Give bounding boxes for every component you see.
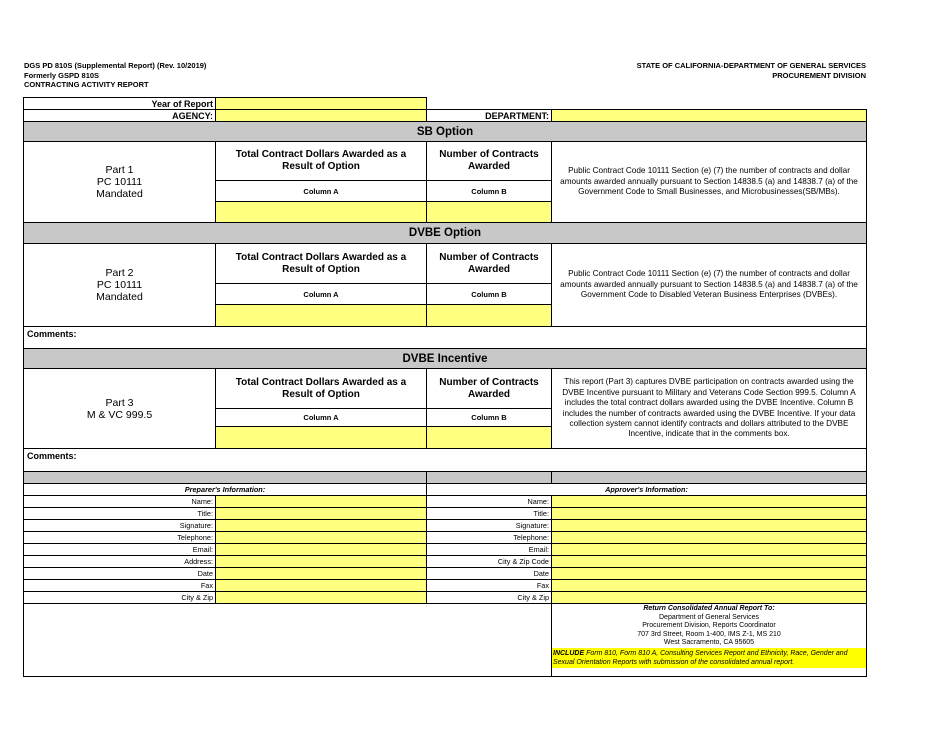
form-former-number: Formerly GSPD 810S — [24, 70, 100, 80]
preparer-field-label: Fax — [23, 579, 216, 592]
column-b-header: Number of Contracts Awarded — [426, 368, 552, 409]
preparer-field-label: City & Zip — [23, 591, 216, 604]
preparer-field-label: Title: — [23, 507, 216, 520]
part-code: PC 10111 — [96, 176, 143, 188]
part-2-description: Public Contract Code 10111 Section (e) (7) the number of contracts and dollar amounts awarded annually pursuant to Section 14838.5 (a) and 14838.7 (a) of the Government Code to Disabled Veteran Business Enterprises (DVBEs). — [551, 243, 867, 327]
agency-header — [637, 61, 866, 80]
comments-label: Comments: — [27, 329, 77, 339]
section-title-dvbe-incentive: DVBE Incentive — [23, 348, 867, 369]
part-1-description: Public Contract Code 10111 Section (e) (7) the number of contracts and dollar amounts awarded annually pursuant to Section 14838.5 (a) and 14838.7 (a) of the Government Code to Small Businesses, and Microbusinesses(SB/MBs). — [551, 141, 867, 223]
preparer-info-title: Preparer's Information: — [23, 483, 427, 496]
column-a-header: Total Contract Dollars Awarded as a Result of Option — [215, 141, 427, 181]
return-address-line4: West Sacramento, CA 95605 — [663, 639, 755, 647]
column-a-label: Column A — [215, 283, 427, 305]
part-3-label — [23, 368, 216, 449]
column-b-label: Column B — [426, 180, 552, 202]
approver-field-label: Name: — [426, 495, 552, 508]
column-a-label: Column A — [215, 408, 427, 427]
part-number: Part 3 — [105, 396, 134, 409]
part-number: Part 2 — [105, 267, 134, 279]
return-address-line1: Department of General Services — [659, 613, 759, 621]
section-title-sb-option: SB Option — [23, 121, 867, 142]
bottom-blank-area — [23, 603, 552, 677]
part-1-column-b-input[interactable] — [426, 201, 552, 223]
include-note — [552, 648, 866, 668]
column-b-label: Column B — [426, 408, 552, 427]
division-name: PROCUREMENT DIVISION — [772, 70, 866, 80]
preparer-field-label: Email: — [23, 543, 216, 556]
approver-field-label: Title: — [426, 507, 552, 520]
year-of-report-input[interactable] — [215, 97, 427, 109]
column-b-header: Number of Contracts Awarded — [426, 141, 552, 181]
part-code: PC 10111 — [96, 279, 143, 291]
return-address-line3: 707 3rd Street, Room 1-400, IMS Z-1, MS 210 — [637, 630, 781, 638]
part-3-column-b-input[interactable] — [426, 426, 552, 449]
return-title: Return Consolidated Annual Report To: — [643, 605, 775, 612]
include-text: Form 810, Form 810 A, Consulting Services Report and Ethnicity, Race, Gender and Sexual Orientation Reports with submission of the consolidated annual report. — [553, 649, 848, 666]
agency-label: AGENCY: — [23, 109, 216, 122]
approver-field-label: City & Zip Code — [426, 555, 552, 568]
return-instructions — [551, 603, 867, 677]
comments-box-1[interactable] — [23, 326, 867, 349]
department-label: DEPARTMENT: — [426, 109, 552, 122]
column-a-header: Total Contract Dollars Awarded as a Result of Option — [215, 243, 427, 284]
year-of-report-label: Year of Report — [23, 97, 216, 109]
part-3-column-a-input[interactable] — [215, 426, 427, 449]
approver-field-label: Signature: — [426, 519, 552, 532]
part-code: M & VC 999.5 — [86, 408, 153, 421]
approver-field-label: Fax — [426, 579, 552, 592]
preparer-field-label: Address: — [23, 555, 216, 568]
column-b-label: Column B — [426, 283, 552, 305]
part-1-column-a-input[interactable] — [215, 201, 427, 223]
preparer-field-label: Telephone: — [23, 531, 216, 544]
include-keyword: INCLUDE — [553, 649, 585, 657]
form-title: CONTRACTING ACTIVITY REPORT — [24, 80, 149, 89]
preparer-field-label: Signature: — [23, 519, 216, 532]
form-id-block — [24, 61, 206, 90]
approver-field-label: Telephone: — [426, 531, 552, 544]
part-2-label — [23, 243, 216, 327]
preparer-field-label: Name: — [23, 495, 216, 508]
part-status: Mandated — [96, 188, 143, 200]
part-number: Part 1 — [105, 164, 134, 176]
comments-label: Comments: — [27, 451, 77, 461]
return-address-line2: Procurement Division, Reports Coordinator — [642, 622, 776, 630]
form-number: DGS PD 810S (Supplemental Report) (Rev. 10/2019) — [24, 61, 207, 70]
approver-field-label: City & Zip — [426, 591, 552, 604]
part-2-column-b-input[interactable] — [426, 304, 552, 327]
preparer-field-label: Date — [23, 567, 216, 580]
part-1-label — [23, 141, 216, 223]
part-status: Mandated — [96, 291, 143, 303]
column-a-header: Total Contract Dollars Awarded as a Result of Option — [215, 368, 427, 409]
approver-field-label: Date — [426, 567, 552, 580]
comments-box-2[interactable] — [23, 448, 867, 472]
approver-info-title: Approver's Information: — [426, 483, 867, 496]
column-a-label: Column A — [215, 180, 427, 202]
column-b-header: Number of Contracts Awarded — [426, 243, 552, 284]
state-department-name: STATE OF CALIFORNIA-DEPARTMENT OF GENERAL SERVICES — [636, 61, 866, 70]
part-2-column-a-input[interactable] — [215, 304, 427, 327]
approver-field-label: Email: — [426, 543, 552, 556]
part-3-description: This report (Part 3) captures DVBE participation on contracts awarded using the DVBE Incentive pursuant to Military and Veterans Code Section 999.5. Column A includes the total contract dollars awarded using the DVBE Incentive. Column B includes the number of contracts awarded using the DVBE Incentive. If your data collection system cannot identify contracts and dollars attributed to the DVBE Incentive, indicate that in the comments box. — [551, 368, 867, 449]
section-title-dvbe-option: DVBE Option — [23, 222, 867, 244]
